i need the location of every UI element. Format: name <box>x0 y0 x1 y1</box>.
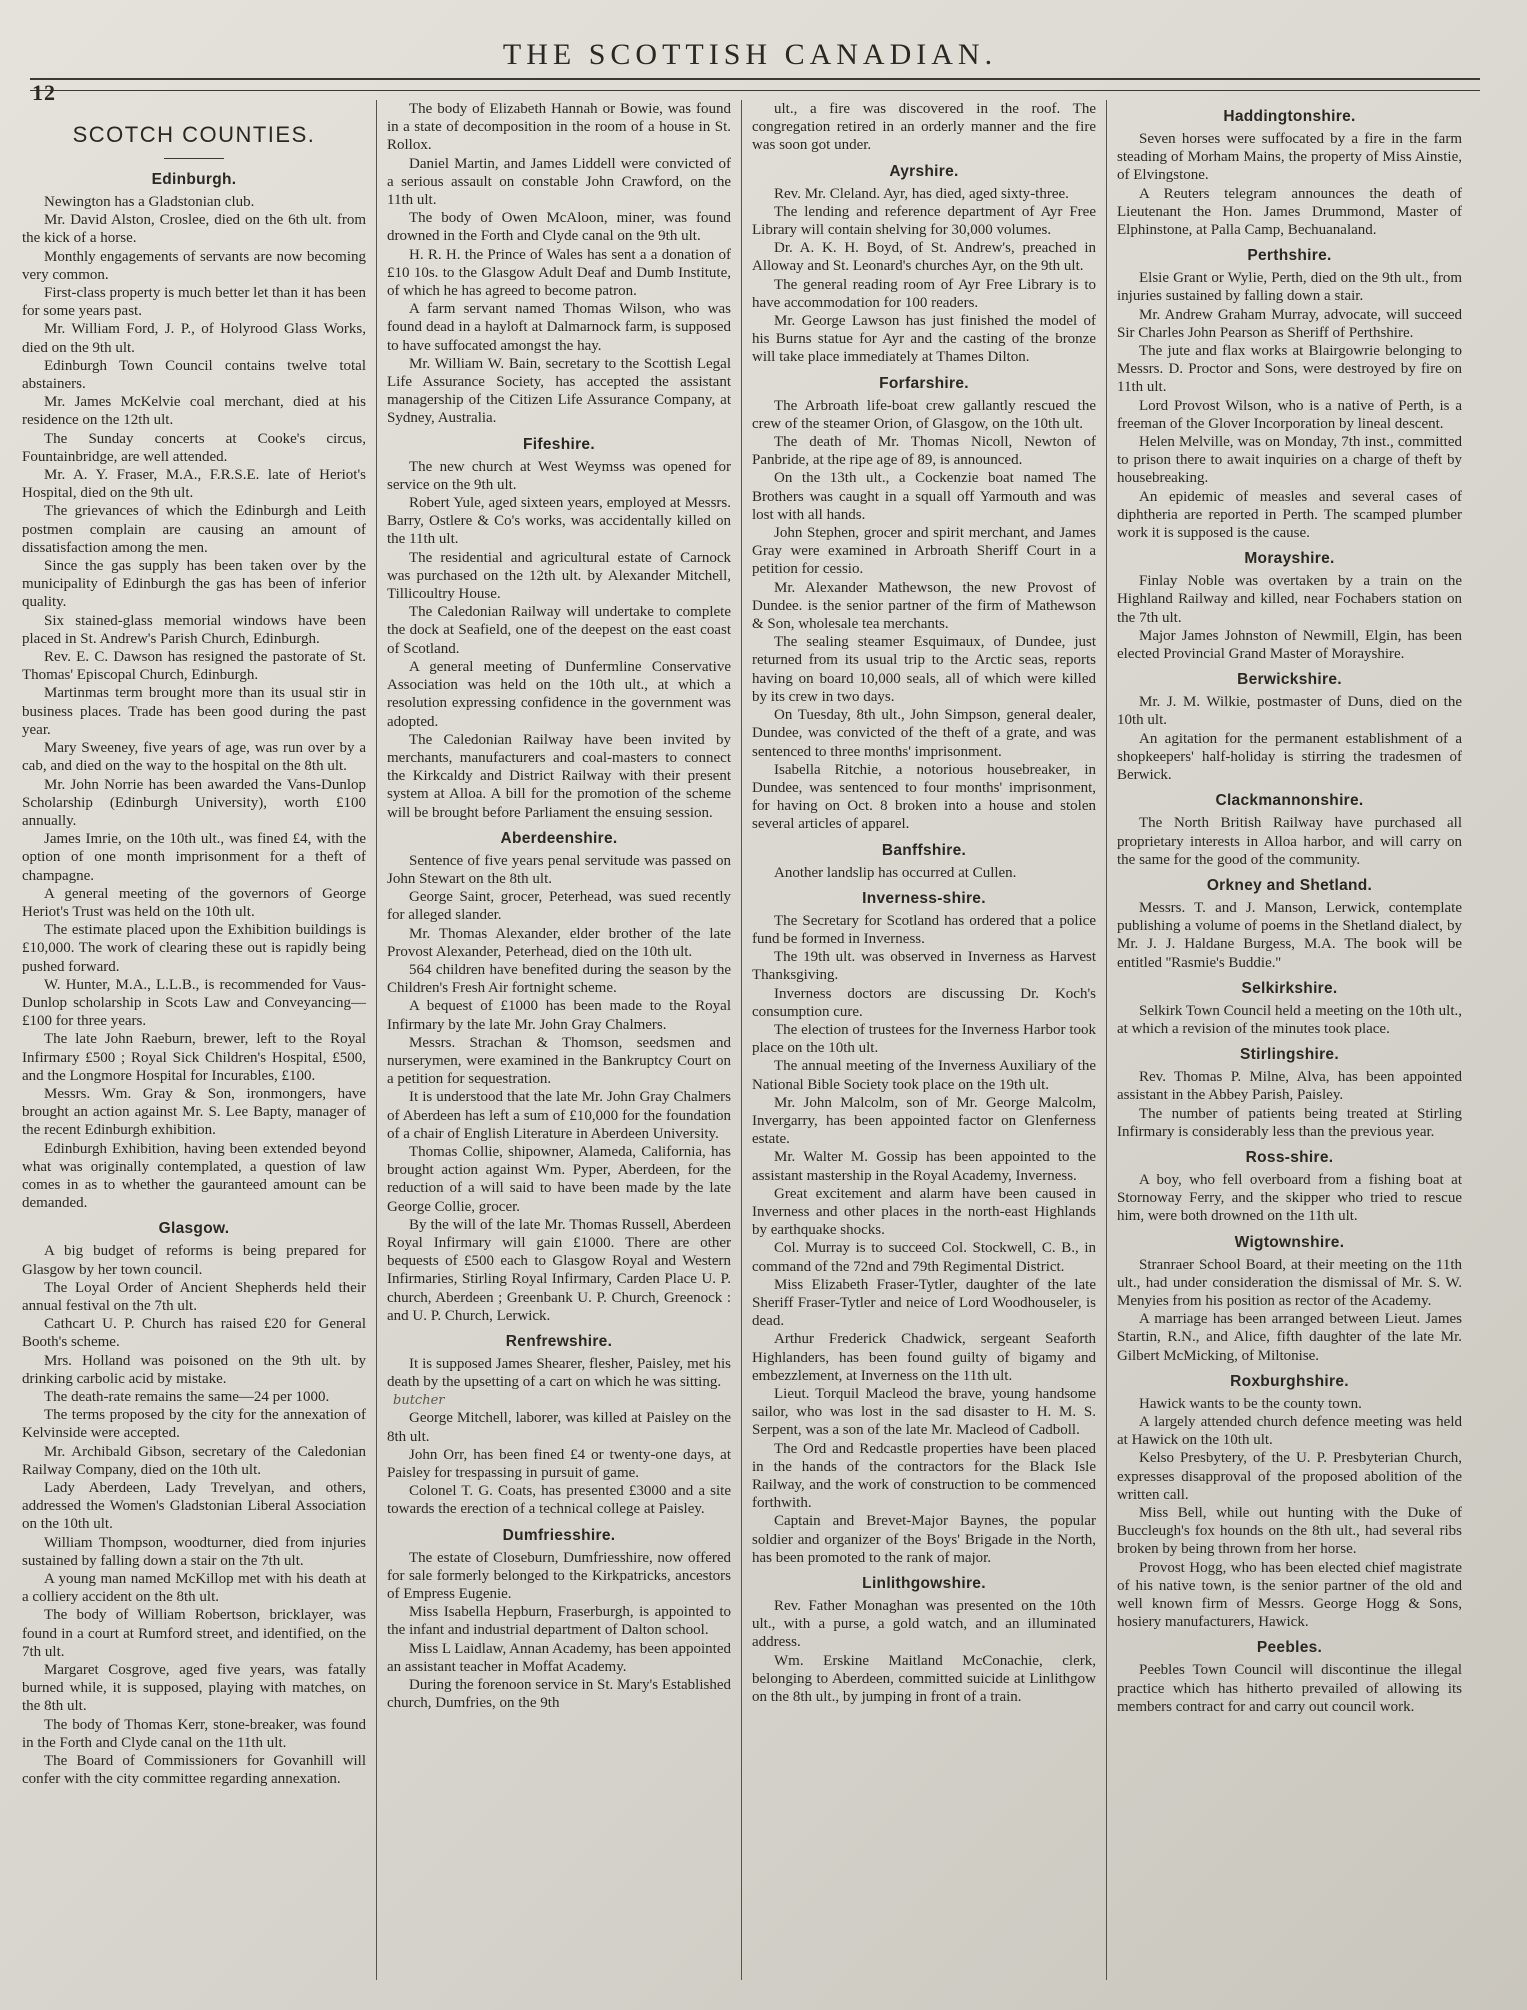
news-item: A boy, who fell overboard from a fishing boat at Stornoway Ferry, and the skipper who tried to rescue him, were both drowned on the 11th ult. <box>1117 1171 1462 1225</box>
county-heading: Dumfriesshire. <box>502 1526 616 1544</box>
county-heading: Glasgow. <box>158 1220 230 1238</box>
county-heading: Edinburgh. <box>151 171 237 188</box>
newspaper-title: THE SCOTTISH CANADIAN. <box>502 38 998 71</box>
news-item: The North British Railway have purchased all proprietary interests in Alloa harbor, and will carry on the same for the good of the community. <box>1117 815 1462 868</box>
column-3 <box>742 100 1107 1980</box>
news-item: The body of Owen McAloon, miner, was found drowned in the Forth and Clyde canal on the 9th ult. <box>387 210 731 245</box>
county-heading: Orkney and Shetland. <box>1206 876 1373 894</box>
news-item: Rev. E. C. Dawson has resigned the pastorate of St. Thomas' Episcopal Church, Edinburgh. <box>22 649 366 684</box>
news-item: Mr. Andrew Graham Murray, advocate, will succeed Sir Charles John Pearson as Sheriff of Perthshire. <box>1117 306 1462 341</box>
county-heading: Clackmannonshire. <box>1215 792 1364 810</box>
news-item: ult., a fire was discovered in the roof. The congregation retired in an orderly manner and the fire was soon got under. <box>752 101 1096 154</box>
column-1 <box>12 100 377 1980</box>
news-item: The residential and agricultural estate of Carnock was purchased on the 12th ult. by Alexander Mitchell, Tillicoultry House. <box>387 549 731 603</box>
news-item: Captain and Brevet-Major Baynes, the popular soldier and organizer of the Boys' Brigade in the North, has been promoted to the rank of major. <box>752 1513 1096 1566</box>
news-item: The estimate placed upon the Exhibition buildings is £10,000. The work of clearing these out is rapidly being pushed forward. <box>22 922 366 975</box>
county-heading: Stirlingshire. <box>1240 1046 1339 1064</box>
article-columns <box>12 100 1472 1980</box>
county-heading: Renfrewshire. <box>505 1333 613 1350</box>
news-item: A big budget of reforms is being prepared for Glasgow by her town council. <box>22 1243 366 1278</box>
news-item: A farm servant named Thomas Wilson, who was found dead in a hayloft at Dalmarnock farm, is supposed to have suffocated amongst the hay. <box>387 301 731 354</box>
news-item: William Thompson, woodturner, died from injuries sustained by falling down a stair on the 7th ult. <box>22 1534 366 1569</box>
county-heading: Haddingtonshire. <box>1223 108 1356 125</box>
news-item: Mr. Alexander Mathewson, the new Provost of Dundee. is the senior partner of the firm of Mathewson & Son, wholesale tea merchants. <box>752 579 1096 633</box>
news-item: First-class property is much better let than it has been for some years past. <box>22 285 366 320</box>
news-item: The Caledonian Railway have been invited by merchants, manufacturers and coal-masters to connect the Kirkcaldy and District Railway with their present system at Alloa. A bill for the promotion of the scheme will be brought before Parliament the ensuing session. <box>387 731 731 821</box>
news-item: Stranraer School Board, at their meeting on the 11th ult., had under consideration the dismissal of Mr. S. W. Menyies from his position as rector of the Academy. <box>1117 1256 1462 1309</box>
news-item: Miss L Laidlaw, Annan Academy, has been appointed an assistant teacher in Moffat Academy. <box>387 1640 732 1675</box>
news-item: The lending and reference department of Ayr Free Library will contain shelving for 30,000 volumes. <box>752 203 1096 239</box>
news-item: Rev. Thomas P. Milne, Alva, has been appointed assistant in the Abbey Parish, Paisley. <box>1117 1069 1462 1104</box>
news-item: Elsie Grant or Wylie, Perth, died on the 9th ult., from injuries sustained by falling down a stair. <box>1117 270 1462 305</box>
news-item: The Sunday concerts at Cooke's circus, Fountainbridge, are well attended. <box>22 430 366 465</box>
county-heading: Aberdeenshire. <box>500 829 618 847</box>
news-item: Selkirk Town Council held a meeting on the 10th ult., at which a revision of the minutes took place. <box>1117 1002 1462 1037</box>
news-item: John Orr, has been fined £4 or twenty-one days, at Paisley for trespassing in pursuit of game. <box>387 1446 731 1482</box>
news-item: Peebles Town Council will discontinue the illegal practice which has hitherto prevailed of allowing its members contract for and carry out council work. <box>1117 1662 1462 1715</box>
news-item: Mr. David Alston, Croslee, died on the 6th ult. from the kick of a horse. <box>22 212 366 247</box>
news-item: The Board of Commissioners for Govanhill will confer with the city committee regarding annexation. <box>22 1753 366 1788</box>
news-item: Wm. Erskine Maitland McConachie, clerk, belonging to Aberdeen, committed suicide at Linlithgow on the 8th ult., by jumping in front of a train. <box>752 1652 1096 1706</box>
county-heading: Roxburghshire. <box>1230 1372 1349 1390</box>
news-item: Monthly engagements of servants are now becoming very common. <box>22 248 366 283</box>
news-item: The body of Thomas Kerr, stone-breaker, was found in the Forth and Clyde canal on the 11th ult. <box>22 1716 366 1751</box>
news-item: Helen Melville, was on Monday, 7th inst., committed to prison there to await inquiries on a charge of theft by housebreaking. <box>1117 434 1462 487</box>
news-item: On the 13th ult., a Cockenzie boat named The Brothers was caught in a squall off Yarmouth and was lost with all hands. <box>752 470 1096 523</box>
column-4 <box>1107 100 1472 1980</box>
news-item: The late John Raeburn, brewer, left to the Royal Infirmary £500 ; Royal Sick Children's Hospital, £500, and the Longmore Hospital for Incurables, £100. <box>22 1031 366 1084</box>
news-item: An epidemic of measles and several cases of diphtheria are reported in Perth. The scamped plumber work it is supposed is the cause. <box>1117 488 1462 542</box>
news-item: A largely attended church defence meeting was held at Hawick on the 10th ult. <box>1117 1413 1462 1449</box>
news-item: Mr. William Ford, J. P., of Holyrood Glass Works, died on the 9th ult. <box>22 321 366 356</box>
county-heading: Forfarshire. <box>879 374 969 392</box>
news-item: The death of Mr. Thomas Nicoll, Newton of Panbride, at the ripe age of 89, is announced. <box>752 434 1096 469</box>
news-item: Lord Provost Wilson, who is a native of Perth, is a freeman of the Glover Incorporation by lineal descent. <box>1117 397 1462 432</box>
news-item: The terms proposed by the city for the annexation of Kelvinside were accepted. <box>22 1407 366 1442</box>
news-item: Colonel T. G. Coats, has presented £3000 and a site towards the erection of a technical college at Paisley. <box>387 1483 731 1518</box>
news-item: The election of trustees for the Inverness Harbor took place on the 10th ult. <box>752 1021 1096 1057</box>
news-item: Robert Yule, aged sixteen years, employed at Messrs. Barry, Ostlere & Co's works, was accidentally killed on the 11th ult. <box>387 495 731 548</box>
news-item: An agitation for the permanent establishment of a shopkeepers' half-holiday is stirring the tradesmen of Berwick. <box>1117 730 1462 784</box>
news-item: The estate of Closeburn, Dumfriesshire, now offered for sale formerly belonged to the Kirkpatricks, ancestors of Empress Eugenie. <box>387 1549 731 1603</box>
county-heading: Linlithgowshire. <box>862 1575 986 1593</box>
news-item: George Mitchell, laborer, was killed at Paisley on the 8th ult. <box>387 1410 731 1445</box>
news-item: On Tuesday, 8th ult., John Simpson, general dealer, Dundee, was convicted of the theft of a grate, and was sentenced to three months' imprisonment. <box>752 707 1096 760</box>
news-item: The jute and flax works at Blairgowrie belonging to Messrs. D. Proctor and Sons, were destroyed by fire on 11th ult. <box>1117 343 1462 396</box>
news-item: Messrs. Wm. Gray & Son, ironmongers, have brought an action against Mr. S. Lee Bapty, manager of the recent Edinburgh exhibition. <box>22 1085 366 1139</box>
news-item: The body of Elizabeth Hannah or Bowie, was found in a state of decomposition in the room of a house in St. Rollox. <box>387 101 731 154</box>
news-item: Mr. Thomas Alexander, elder brother of the late Provost Alexander, Peterhead, died on the 10th ult. <box>387 925 731 960</box>
news-item: W. Hunter, M.A., L.L.B., is recommended for Vaus-Dunlop scholarship in Scots Law and Conveyancing—£100 for three years. <box>22 976 366 1030</box>
news-item: Miss Isabella Hepburn, Fraserburgh, is appointed to the infant and industrial department of Dalton school. <box>387 1604 731 1639</box>
news-item: Mary Sweeney, five years of age, was run over by a cab, and died on the way to the hospital on the 8th ult. <box>22 740 366 775</box>
news-item: The 19th ult. was observed in Inverness as Harvest Thanksgiving. <box>752 949 1096 984</box>
county-heading: Inverness-shire. <box>862 889 986 907</box>
news-item: Mr. William W. Bain, secretary to the Scottish Legal Life Assurance Society, has accepted the assistant managership of the Citizen Life Assurance Company, at Sydney, Australia. <box>387 355 731 427</box>
news-item: The sealing steamer Esquimaux, of Dundee, just returned from its usual trip to the Arctic seas, reports having on board 10,000 seals, all of which were killed by its crew in two days. <box>752 634 1096 705</box>
news-item: Mr. A. Y. Fraser, M.A., F.R.S.E. late of Heriot's Hospital, died on the 9th ult. <box>22 467 366 502</box>
news-item: Edinburgh Town Council contains twelve total abstainers. <box>22 357 366 393</box>
news-item: The body of William Robertson, bricklayer, was found in a court at Rumford street, and identified, on the 7th ult. <box>22 1607 366 1660</box>
news-item: Mr. John Norrie has been awarded the Vans-Dunlop Scholarship (Edinburgh University), worth £100 annually. <box>22 776 366 829</box>
news-item: The new church at West Weymss was opened for service on the 9th ult. <box>387 458 731 493</box>
county-heading: Morayshire. <box>1244 550 1335 568</box>
news-item: Six stained-glass memorial windows have been placed in St. Andrew's Parish Church, Edinburgh. <box>22 612 366 647</box>
masthead-rule-thin <box>30 90 1480 91</box>
heading-rule <box>164 158 224 159</box>
news-item: A general meeting of the governors of George Heriot's Trust was held on the 10th ult. <box>22 885 366 920</box>
news-item: Mr. George Lawson has just finished the model of his Burns statue for Ayr and the casting of the bronze will take place immediately at Thames Dilton. <box>752 313 1096 366</box>
news-item: Kelso Presbytery, of the U. P. Presbyterian Church, expresses disapproval of the proposed abolition of the written call. <box>1117 1450 1462 1503</box>
news-item: A marriage has been arranged between Lieut. James Startin, R.N., and Alice, fifth daughter of the late Mr. Gilbert McMicking, of Miltonise. <box>1117 1311 1462 1364</box>
news-item: Messrs. Strachan & Thomson, seedsmen and nurserymen, were examined in the Bankruptcy Court on a petition for sequestration. <box>387 1034 731 1088</box>
news-item: The Ord and Redcastle properties have been placed in the hands of the contractors for the Black Isle Railway, and the work of construction to be commenced forthwith. <box>752 1440 1096 1512</box>
news-item: A general meeting of Dunfermline Conservative Association was held on the 10th ult., at which a resolution expressing confidence in the government was adopted. <box>387 658 731 730</box>
news-item: Mr. John Malcolm, son of Mr. George Malcolm, Invergarry, has been appointed factor on Glenferness estate. <box>752 1094 1096 1148</box>
news-item: Miss Bell, while out hunting with the Duke of Buccleugh's fox hounds on the 8th ult., had several ribs broken by being thrown from her horse. <box>1117 1504 1462 1558</box>
news-item: During the forenoon service in St. Mary's Established church, Dumfries, on the 9th <box>387 1677 731 1712</box>
news-item: A Reuters telegram announces the death of Lieutenant the Hon. James Drummond, Master of Elphinstone, at Palla Camp, Bechuanaland. <box>1117 185 1462 239</box>
county-heading: Fifeshire. <box>523 435 595 453</box>
news-item: Rev. Father Monaghan was presented on the 10th ult., with a purse, a gold watch, and an illuminated address. <box>752 1598 1096 1651</box>
news-item: The Secretary for Scotland has ordered that a police fund be formed in Inverness. <box>752 912 1096 947</box>
handwritten-note: butcher <box>393 1393 445 1409</box>
news-item: Seven horses were suffocated by a fire in the farm steading of Morham Mains, the property of Miss Ainstie, of Elvingstone. <box>1117 131 1462 184</box>
news-item: Martinmas term brought more than its usual stir in business places. Trade has been good during the past year. <box>22 685 366 738</box>
county-heading: Wigtownshire. <box>1234 1233 1345 1251</box>
news-item: The Loyal Order of Ancient Shepherds held their annual festival on the 7th ult. <box>22 1279 366 1314</box>
news-item: George Saint, grocer, Peterhead, was sued recently for alleged slander. <box>387 889 731 924</box>
news-item: Mr. J. M. Wilkie, postmaster of Duns, died on the 10th ult. <box>1117 694 1462 729</box>
county-heading: Peebles. <box>1256 1639 1323 1657</box>
news-item: Messrs. T. and J. Manson, Lerwick, contemplate publishing a volume of poems in the Shetland dialect, by Mr. J. J. Haldane Burgess, M.A. The book will be entitled ''Rasmie's Buddie.'' <box>1117 899 1462 971</box>
news-item: H. R. H. the Prince of Wales has sent a a donation of £10 10s. to the Glasgow Adult Deaf and Dumb Institute, of which he has agreed to become patron. <box>387 246 731 300</box>
news-item: Sentence of five years penal servitude was passed on John Stewart on the 8th ult. <box>387 852 731 887</box>
news-item: Thomas Collie, shipowner, Alameda, California, has brought action against Wm. Pyper, Aberdeen, for the reduction of a will said to have been made by the late George Collie, grocer. <box>387 1143 731 1215</box>
masthead <box>20 30 1480 105</box>
news-item: The grievances of which the Edinburgh and Leith postmen complain are causing an amount of dissatisfaction among the men. <box>22 503 366 556</box>
news-item: Mrs. Holland was poisoned on the 9th ult. by drinking carbolic acid by mistake. <box>22 1352 366 1387</box>
news-item: A young man named McKillop met with his death at a colliery accident on the 8th ult. <box>22 1571 366 1606</box>
news-item: The general reading room of Ayr Free Library is to have accommodation for 100 readers. <box>752 276 1096 311</box>
news-item: The death-rate remains the same—24 per 1000. <box>44 1389 330 1405</box>
news-item: Dr. A. K. H. Boyd, of St. Andrew's, preached in Alloway and St. Leonard's churches Ayr, on the 9th ult. <box>752 240 1096 275</box>
news-item: Newington has a Gladstonian club. <box>44 194 255 210</box>
masthead-rule <box>30 78 1480 80</box>
news-item: It is understood that the late Mr. John Gray Chalmers of Aberdeen has left a sum of £10,000 for the foundation of a chair of English Literature in Aberdeen University. <box>387 1089 731 1142</box>
main-heading: SCOTCH COUNTIES. <box>72 122 316 147</box>
news-item: Col. Murray is to succeed Col. Stockwell, C. B., in command of the 72nd and 79th Regimental District. <box>752 1240 1096 1275</box>
news-item: The number of patients being treated at Stirling Infirmary is considerably less than the previous year. <box>1117 1105 1462 1140</box>
news-item: Mr. Walter M. Gossip has been appointed to the assistant mastership in the Royal Academy, Inverness. <box>752 1149 1096 1184</box>
news-item: Arthur Frederick Chadwick, sergeant Seaforth Highlanders, has been found guilty of bigamy and embezzlement, at Inverness on the 11th ult. <box>752 1331 1096 1384</box>
news-item: Lieut. Torquil Macleod the brave, young handsome sailor, who was lost in the sad disaster to H. M. S. Serpent, was a son of the late Mr. Macleod of Cadboll. <box>752 1386 1096 1439</box>
column-2 <box>377 100 742 1980</box>
news-item: Lady Aberdeen, Lady Trevelyan, and others, addressed the Women's Gladstonian Liberal Association on the 10th ult. <box>22 1480 366 1533</box>
news-item: Inverness doctors are discussing Dr. Koch's consumption cure. <box>752 985 1096 1020</box>
news-item: Miss Elizabeth Fraser-Tytler, daughter of the late Sheriff Fraser-Tytler and neice of Lord Woodhouseler, is dead. <box>752 1276 1096 1330</box>
news-item: Mr. James McKelvie coal merchant, died at his residence on the 12th ult. <box>22 394 366 429</box>
county-heading: Banffshire. <box>881 841 967 859</box>
news-item: 564 children have benefited during the season by the Children's Fresh Air fortnight scheme. <box>387 961 731 997</box>
county-heading: Ross-shire. <box>1245 1148 1334 1166</box>
news-item: Provost Hogg, who has been elected chief magistrate of his native town, is the senior partner of the old and well known firm of Messrs. George Hogg & Sons, hosiery manufacturers, Hawick. <box>1117 1559 1462 1631</box>
news-item: Mr. Archibald Gibson, secretary of the Caledonian Railway Company, died on the 10th ult. <box>22 1443 366 1478</box>
news-item: It is supposed James Shearer, flesher, Paisley, met his death by the upsetting of a cart on which he was sitting. <box>387 1356 731 1391</box>
news-item: Edinburgh Exhibition, having been extended beyond what was originally contemplated, a question of law comes in as to whether the gauranteed amount can be demanded. <box>22 1140 366 1212</box>
news-item: The Caledonian Railway will undertake to complete the dock at Seafield, one of the deepest on the east coast of Scotland. <box>387 604 731 657</box>
news-item: Hawick wants to be the county town. <box>1139 1395 1362 1412</box>
county-heading: Berwickshire. <box>1237 671 1342 689</box>
news-item: Margaret Cosgrove, aged five years, was fatally burned while, it is supposed, playing with matches, on the 8th ult. <box>22 1662 366 1715</box>
news-item: Another landslip has occurred at Cullen. <box>774 864 1017 881</box>
news-item: John Stephen, grocer and spirit merchant, and James Gray were examined in Arbroath Sheriff Court in a petition for cessio. <box>752 525 1096 578</box>
news-item: Major James Johnston of Newmill, Elgin, has been elected Provincial Grand Master of Morayshire. <box>1117 627 1462 663</box>
news-item: A bequest of £1000 has been made to the Royal Infirmary by the late Mr. John Gray Chalmers. <box>387 998 731 1033</box>
news-item: Rev. Mr. Cleland. Ayr, has died, aged sixty-three. <box>774 185 1069 202</box>
news-item: Daniel Martin, and James Liddell were convicted of a serious assault on constable John Crawford, on the 11th ult. <box>387 155 731 209</box>
news-item: Since the gas supply has been taken over by the municipality of Edinburgh the gas has been of inferior quality. <box>22 558 366 611</box>
county-heading: Ayrshire. <box>889 162 959 180</box>
news-item: James Imrie, on the 10th ult., was fined £4, with the option of one month imprisonment for a theft of champagne. <box>22 831 366 884</box>
news-item: Cathcart U. P. Church has raised £20 for General Booth's scheme. <box>22 1316 366 1351</box>
news-item: Isabella Ritchie, a notorious housebreaker, in Dundee, was sentenced to four months' imprisonment, for having on Oct. 8 broken into a house and stolen several articles of apparel. <box>752 761 1096 833</box>
news-item: Finlay Noble was overtaken by a train on the Highland Railway and killed, near Fochabers station on the 7th ult. <box>1117 573 1462 626</box>
county-heading: Selkirkshire. <box>1241 979 1338 997</box>
news-item: The Arbroath life-boat crew gallantly rescued the crew of the steamer Orion, of Glasgow, on the 10th ult. <box>752 397 1096 432</box>
page-number: 12 <box>32 80 56 105</box>
news-item: Great excitement and alarm have been caused in Inverness and other places in the north-east Highlands by earthquake shocks. <box>752 1185 1096 1239</box>
county-heading: Perthshire. <box>1247 247 1332 265</box>
news-item: The annual meeting of the Inverness Auxiliary of the National Bible Society took place on the 19th ult. <box>752 1058 1096 1093</box>
news-item: By the will of the late Mr. Thomas Russell, Aberdeen Royal Infirmary will gain £1000. There are other bequests of £500 each to Glasgow Royal and Western Infirmaries, Stirling Royal Infirmary, Carden Place U. P. church, Aberdeen ; Greenbank U. P. Church, Greenock : and U. P. Church, Lerwick. <box>387 1216 731 1324</box>
